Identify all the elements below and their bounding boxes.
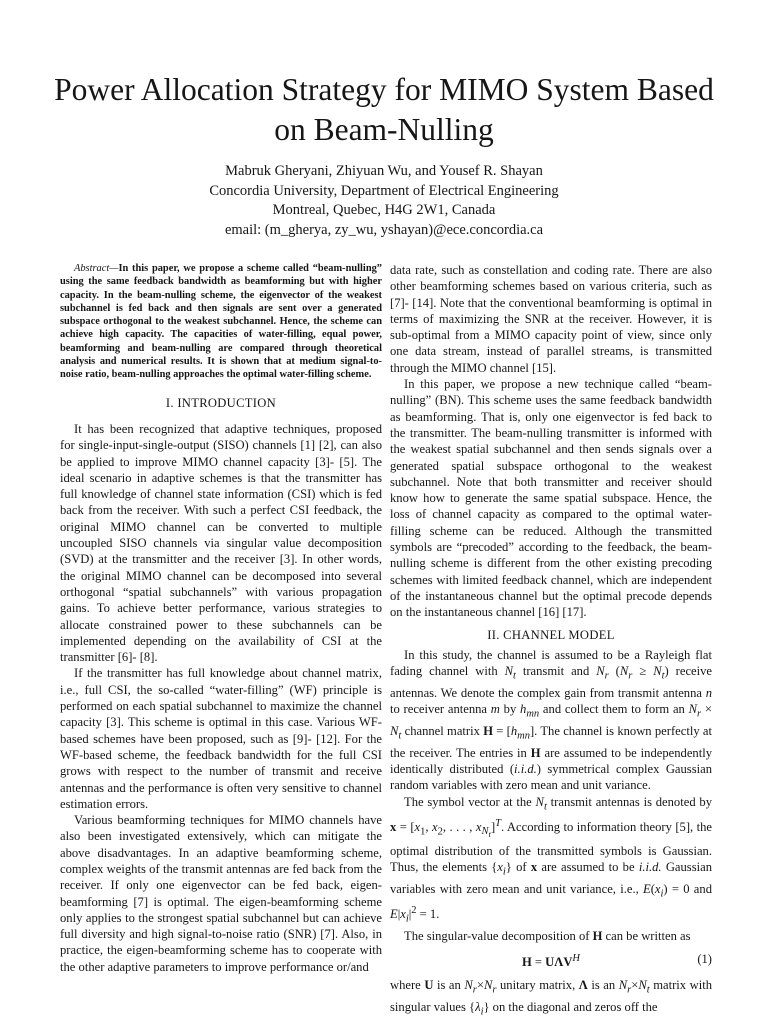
equation-1	[390, 951, 712, 970]
author-block	[40, 162, 728, 240]
title-line-1: Power Allocation Strategy for MIMO System Based	[54, 72, 714, 107]
channel-paragraph-1: In this study, the channel is assumed to be a Rayleigh flat fading channel with $N_t$ transmit and $N_r$ $(N_r \ge N_t)$ receive antennas. We denote the complex gain from transmit antenna n to receiver antenna m by $h_{mn}$ and collect them to form an $N_r \times N_t$ channel matrix $H = [h_{mn}]$. The channel is known perfectly at the receiver. The entries in H are assumed to be independently identically distributed (i.i.d.) symmetrical complex Gaussian random variables with zero mean and unit variance.	[390, 647, 713, 793]
intro-paragraph-2: If the transmitter has full knowledge about channel matrix, i.e., full CSI, the so-called “water-filling” (WF) principle is performed on each spatial subchannel to maximize the channel capacity [3]. This scheme is optimal in this case. Various WF-based schemes have been proposed, such as [9]- [12]. For the WF-based scheme, the feedback bandwidth for the full CSI grows with respect to the number of transmit and receive antennas and the performance is often very sensitive to channel estimation errors.	[60, 666, 382, 811]
author-address: Montreal, Quebec, H4G 2W1, Canada	[272, 202, 496, 218]
author-names: Mabruk Gheryani, Zhiyuan Wu, and Yousef R. Shayan	[225, 163, 543, 179]
right-column	[390, 262, 712, 1021]
abstract	[60, 262, 382, 382]
intro-paragraph-4: data rate, such as constellation and coding rate. There are also other beamforming schemes based on various criteria, such as [7]- [14]. Note that the conventional beamforming is optimal in terms of maximizing the SNR at the receiver. However, it is sub-optimal from a MIMO capacity point of view, since only one data stream, instead of parallel streams, is transmitted through the MIMO channel [15].	[390, 263, 712, 375]
intro-paragraph-3: Various beamforming techniques for MIMO channels have also been investigated extensively, which can mitigate the above disadvantages. In an adaptive beamforming scheme, complex weights of the transmit antennas are fed back from the receiver. If only one eigenvector can be fed back, eigen-beamforming [7] is optimal. The eigen-beamforming scheme only applies to the strongest spatial subchannel but can achieve full diversity and high signal-to-noise ratio (SNR) [7]. Also, in practice, the eigen-beamforming scheme has to cooperate with the other adaptive parameters to improve performance or/and	[60, 813, 382, 974]
left-column	[60, 262, 382, 975]
abstract-label: Abstract	[74, 263, 110, 274]
svd-equation: $H = U\Lambda V^H$	[521, 952, 581, 970]
title-line-2: on Beam-Nulling	[274, 112, 494, 147]
intro-paragraph-1: It has been recognized that adaptive techniques, proposed for single-input-single-output (SISO) channels [1] [2], can also be applied to improve MIMO channel capacity [3]- [5]. The ideal scenario in adaptive schemes is that the transmitter has full knowledge of channel state information (CSI) which is fed back from the receiver. With such a perfect CSI feedback, the original MIMO channel can be converted to multiple uncoupled SISO channels via singular value decomposition (SVD) at the transmitter and the receiver [3]. In other words, the original MIMO channel can be decomposed into several orthogonal “spatial subchannels” with various propagation gains. To achieve better performance, various strategies to allocate constrained power to these subchannels can be implemented depending on the availability of CSI at the transmitter [6]- [8].	[60, 421, 382, 665]
abstract-text: In this paper, we propose a scheme called “beam-nulling” using the same feedback bandwidth as beamforming but with higher capacity. In the beam-nulling scheme, the eigenvector of the weakest subchannel is fed back and then signals are sent over a generated subspace orthogonal to the weakest subchannel. Hence, the scheme can achieve high capacity. The capacities of water-filling, equal power, beamforming and beam-nulling are compared through theoretical analysis and numerical results. It is shown that at medium signal-to-noise ratio, beam-nulling approaches the optimal water-filling scheme.	[60, 263, 382, 381]
abstract-dash: —	[109, 263, 119, 274]
intro-paragraph-5: In this paper, we propose a new technique called “beam-nulling” (BN). This scheme uses the same feedback bandwidth as beamforming. That is, only one eigenvector is fed back to the transmitter. The beam-nulling transmitter is informed with the weakest spatial subchannel and then sends signals over a generated spatial subspace orthogonal to the weakest subchannel. Note that both transmitter and receiver should know how to generate the same spatial subspace. Hence, the loss of channel capacity as compared to the optimal water-filling scheme can be reduced. Although the transmitted symbols are “precoded” according to the feedback, the beam-nulling scheme is different from the other existing precoding schemes with limited feedback channel, which are independent of the instantaneous channel but the optimal precode depends on the instantaneous channel [16] [17].	[390, 377, 712, 620]
section-heading-channel-model: II. CHANNEL MODEL	[487, 627, 615, 642]
paper-title	[40, 70, 728, 150]
author-email: email: (m_gherya, zy_wu, yshayan)@ece.concordia.ca	[224, 221, 544, 238]
author-affiliation: Concordia University, Department of Electrical Engineering	[209, 182, 559, 199]
equation-number: (1)	[697, 951, 712, 966]
section-heading-introduction: I. INTRODUCTION	[165, 395, 277, 410]
channel-paragraph-2: The symbol vector at the $N_t$ transmit antennas is denoted by $x = [x_1$, $x_2$, . . . , $x_{N_t}]^T$. According to information theory [5], the optimal distribution of the transmitted symbols is Gaussian. Thus, the elements $\{x_i\}$ of x are assumed to be i.i.d. Gaussian variables with zero mean and unit variance, i.e., $E(x_i) = 0$ and $E|x_i|^2 = 1$.	[390, 794, 713, 925]
channel-paragraph-3: The singular-value decomposition of H can be written as	[404, 928, 691, 943]
channel-paragraph-4: where U is an $N_r\times N_r$ unitary matrix, Λ is an $N_r\times N_t$ matrix with singular values $\{\lambda_i\}$ on the diagonal and zeros off the	[390, 978, 713, 1018]
